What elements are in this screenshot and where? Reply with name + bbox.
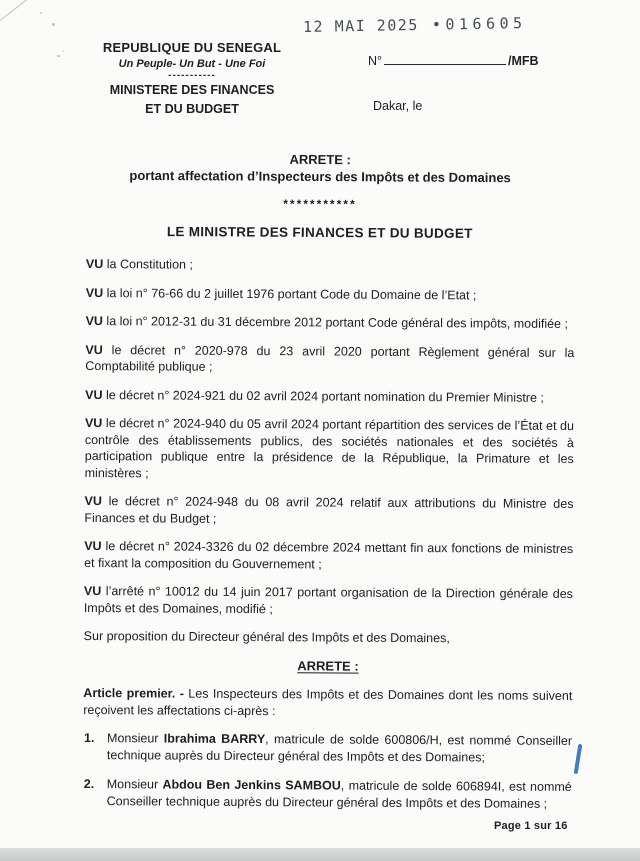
title-authority: LE MINISTRE DES FINANCES ET DU BUDGET	[166, 224, 473, 241]
item-post: , matricule de solde 606894I, est nommé Conseiller technique auprès du Directeur général des Impôts et des Domaines ;	[106, 778, 572, 811]
scan-speck	[62, 50, 64, 52]
article-text: Les Inspecteurs des Impôts et des Domaines dont les noms suivent reçoivent les affectations ci-après :	[83, 686, 573, 718]
scan-edge	[0, 848, 640, 861]
appointment-item-2	[83, 776, 572, 812]
vu-lead: VU	[85, 342, 103, 357]
vu-text: la loi n° 76-66 du 2 juillet 1976 portant Code du Domaine de l’Etat ;	[103, 285, 477, 302]
vu-lead: VU	[83, 583, 102, 599]
article-premier	[83, 685, 572, 721]
vu-clause	[86, 256, 575, 275]
stamp-number: •016605	[431, 14, 527, 34]
letterhead-motto: Un Peuple- Un But - Une Foi	[118, 58, 266, 71]
vu-text: la loi n° 2012-31 du 31 décembre 2012 portant Code général des impôts, modifiée ;	[102, 314, 569, 331]
title-heading: ARRETE :	[289, 151, 351, 168]
vu-clause	[84, 493, 573, 529]
vu-text: le décret n° 2024-3326 du 02 décembre 2024 mettant fin aux fonctions de ministres et fixant la composition du Gouvernement ;	[84, 539, 574, 571]
title-separator: ***********	[283, 196, 357, 212]
item-number: 1.	[84, 730, 95, 746]
vu-text: le décret n° 2024-948 du 08 avril 2024 relatif aux attributions du Ministre des Finances et du Budget ;	[84, 494, 574, 526]
vu-clause	[85, 341, 574, 377]
vu-clause	[85, 386, 574, 405]
title-block	[0, 150, 640, 242]
vu-lead: VU	[84, 493, 102, 509]
document-body	[83, 256, 575, 825]
scan-speck	[52, 23, 55, 26]
item-pre: Monsieur	[106, 777, 163, 792]
registry-date-stamp	[303, 14, 527, 36]
pen-mark	[574, 744, 583, 774]
vu-lead: VU	[85, 285, 104, 300]
vu-clause	[86, 313, 575, 332]
letterhead-country: REPUBLIQUE DU SENEGAL	[102, 40, 282, 55]
vu-clause	[85, 415, 574, 484]
vu-lead: VU	[85, 387, 103, 402]
item-post: , matricule de solde 600806/H, est nommé Conseiller technique auprès du Directeur général des Impôts et des Domaines;	[106, 732, 573, 764]
scan-corner-line	[0, 0, 30, 24]
article-lead: Article premier. -	[83, 685, 184, 701]
letterhead-divider: -----------	[168, 70, 216, 81]
number-blank-line	[384, 53, 506, 65]
letterhead-ministry-line1: MINISTERE DES FINANCES	[109, 83, 275, 97]
vu-text: le décret n° 2024-921 du 02 avril 2024 portant nomination du Premier Ministre ;	[102, 387, 544, 405]
vu-lead: VU	[84, 415, 103, 431]
number-prefix: N°	[368, 54, 383, 68]
vu-clause	[86, 284, 575, 303]
proposition-line: Sur proposition du Directeur général des Impôts et des Domaines,	[83, 628, 450, 646]
vu-text: l’arrêté n° 10012 du 14 juin 2017 portant organisation de la Direction générale des Impôts et des Domaines, modifié ;	[83, 584, 573, 616]
item-number: 2.	[83, 776, 95, 792]
document-number-line	[368, 53, 539, 68]
vu-text: le décret n° 2024-940 du 05 avril 2024 portant répartition des services de l’État et du contrôle des établissements publics, des sociétés nationales et des sociétés à participation publique entre la présidence de la République, la Primature et les ministères ;	[84, 416, 575, 480]
letterhead	[92, 40, 292, 117]
enactment-heading: ARRETE :	[297, 657, 359, 674]
person-name: Ibrahima BARRY	[163, 731, 266, 747]
vu-lead: VU	[84, 538, 102, 554]
stamp-date: 12 MAI 2025	[302, 15, 420, 36]
place-date-line: Dakar, le	[373, 99, 423, 113]
vu-lead: VU	[85, 256, 104, 272]
scan-speck	[57, 55, 60, 57]
appointment-item-1	[83, 730, 572, 766]
vu-clause	[84, 538, 573, 574]
vu-text: le décret n° 2020-978 du 23 avril 2020 portant Règlement général sur la Comptabilité publique ;	[85, 342, 575, 374]
scan-speck	[40, 12, 42, 14]
vu-clause	[84, 583, 573, 619]
vu-lead: VU	[85, 313, 104, 329]
page-number: Page 1 sur 16	[494, 820, 568, 832]
title-subject: portant affectation d’Inspecteurs des Impôts et des Domaines	[129, 167, 511, 186]
item-pre: Monsieur	[107, 731, 164, 746]
number-suffix: /MFB	[508, 54, 539, 68]
letterhead-ministry-line2: ET DU BUDGET	[145, 101, 239, 116]
person-name: Abdou Ben Jenkins SAMBOU	[162, 777, 341, 793]
vu-text: la Constitution ;	[103, 257, 194, 272]
